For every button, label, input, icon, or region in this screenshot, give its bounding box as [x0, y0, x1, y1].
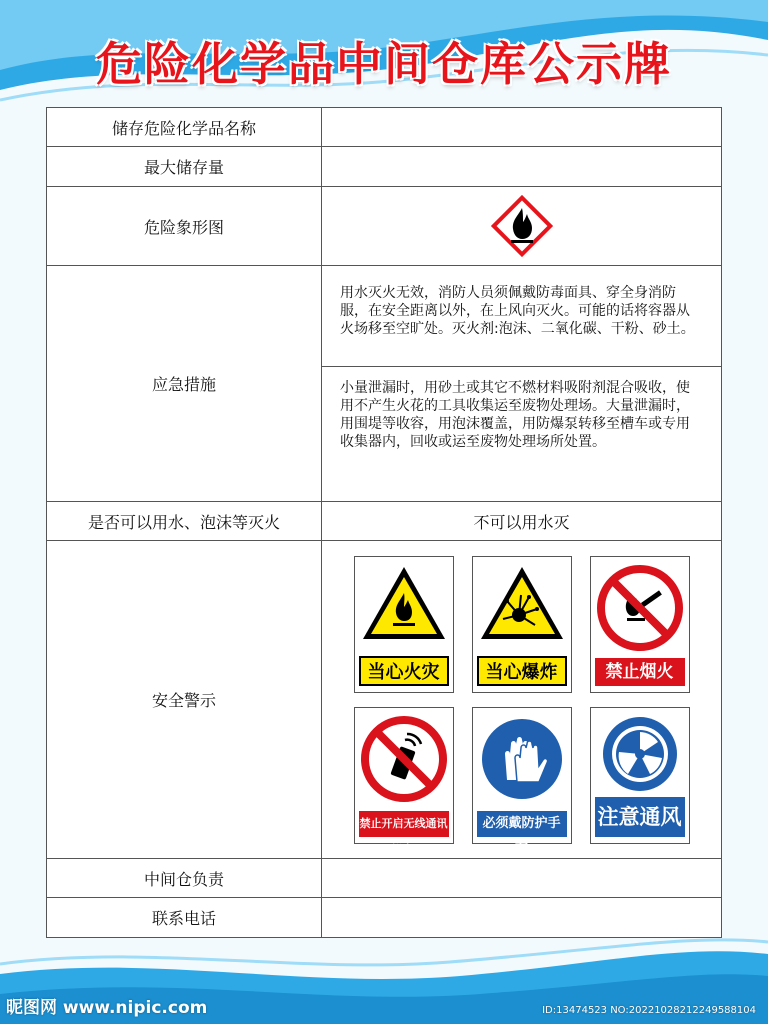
sign-gloves: [472, 707, 572, 857]
max-storage-value: [322, 147, 722, 187]
sign-caption: 禁止开启无线通讯设备: [359, 811, 449, 837]
flame-diamond-icon: [488, 192, 556, 260]
safety-warning-label: 安全警示: [47, 541, 322, 859]
ventilation-icon: [595, 714, 685, 794]
table-row: [47, 187, 722, 266]
sign-caption: 禁止烟火: [595, 658, 685, 686]
sign-ventilation: [590, 707, 690, 844]
sign-caption: 必须戴防护手套: [477, 811, 567, 837]
table-row: [47, 108, 722, 147]
max-storage-label: 最大储存量: [47, 147, 322, 187]
sign-caption: 注意通风: [595, 797, 685, 837]
page-title: 危险化学品中间仓库公示牌: [96, 37, 672, 91]
sign-no-phone: [354, 707, 454, 856]
table-row: [47, 147, 722, 187]
pictogram-cell: [322, 187, 722, 266]
no-phone-icon: [359, 714, 449, 804]
sign-fire-warning: [354, 556, 454, 693]
water-answer-value: 不可以用水灭: [322, 502, 722, 541]
emergency-fire-text: 用水灭火无效，消防人员须佩戴防毒面具、穿全身消防服，在安全距离以外，在上风向灭火。可能的话将容器从火场移至空旷处。灭火剂:泡沫、二氧化碳、干粉、砂土。: [340, 285, 695, 337]
sign-no-fire: [590, 556, 690, 693]
explosion-warning-icon: [477, 563, 567, 645]
no-fire-icon: [595, 563, 685, 653]
table-row: [47, 502, 722, 541]
chemical-name-value: [322, 108, 722, 147]
emergency-leak-text: 小量泄漏时，用砂土或其它不燃材料吸附剂混合吸收，使用不产生火花的工具收集运至废物处理场。大量泄漏时，用围堤等收容，用泡沫覆盖，用防爆泵转移至槽车或专用收集器内，回收或运至废物处理场所处置。: [322, 366, 721, 482]
footer-id: ID:13474523 NO:20221028212249588104: [542, 1005, 756, 1016]
sign-caption: 当心火灾: [359, 656, 449, 686]
manager-label: 中间仓负责: [47, 859, 322, 898]
safety-signs-cell: [322, 541, 722, 859]
footer-brand: 昵图网 www.nipic.com: [6, 998, 208, 1018]
sign-explosion-warning: [472, 556, 572, 693]
chemical-name-label: 储存危险化学品名称: [47, 108, 322, 147]
emergency-cell: [322, 266, 722, 502]
table-row: [47, 541, 722, 859]
gloves-icon: [477, 714, 567, 804]
pictogram-label: 危险象形图: [47, 187, 322, 266]
manager-value: [322, 859, 722, 898]
table-row: [47, 266, 722, 502]
water-question-label: 是否可以用水、泡沫等灭火: [47, 502, 322, 541]
fire-warning-icon: [359, 563, 449, 645]
table-row: [47, 859, 722, 898]
emergency-label: 应急措施: [47, 266, 322, 502]
sign-caption: 当心爆炸: [477, 656, 567, 686]
info-table: [46, 107, 722, 938]
phone-label: 联系电话: [47, 898, 322, 938]
